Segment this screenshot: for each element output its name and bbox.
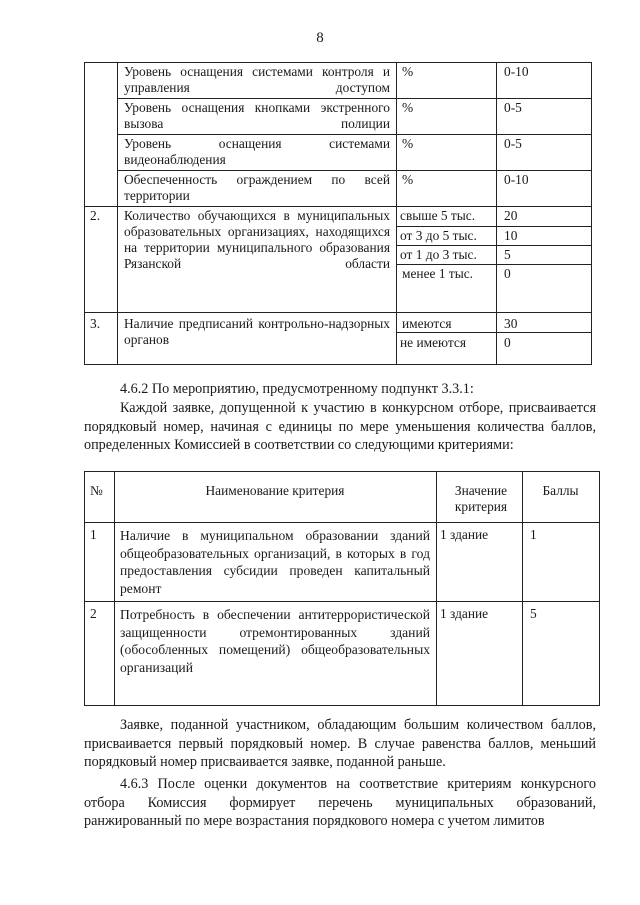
score-cell: 10 <box>504 228 518 243</box>
row-number: 1 <box>90 527 97 542</box>
criterion-value: 1 здание <box>440 606 489 621</box>
row-number: 3. <box>90 316 101 331</box>
criterion-antiterror-need: Потребность в обеспечении антитеррористической защищенности отремонтированных зданий (обособленных помещений) общеобразовательных организаций <box>120 607 430 675</box>
score-cell: 0 <box>504 266 511 281</box>
unit-cell: менее 1 тыс. <box>402 266 474 281</box>
score-cell: 0-10 <box>504 172 529 187</box>
score-cell: 0 <box>504 335 511 350</box>
criterion-video-surveillance: Уровень оснащения системами видеонаблюдения <box>124 136 390 167</box>
unit-cell: от 3 до 5 тыс. <box>400 228 477 243</box>
score-cell: 0-5 <box>504 100 522 115</box>
unit-cell: от 1 до 3 тыс. <box>400 247 477 262</box>
unit-cell: имеются <box>402 316 452 331</box>
score-cell: 5 <box>504 247 511 262</box>
unit-cell: % <box>402 64 414 79</box>
header-num: № <box>90 483 103 498</box>
header-score: Баллы <box>542 483 579 498</box>
unit-cell: свыше 5 тыс. <box>400 208 476 223</box>
criterion-prescriptions: Наличие предписаний контрольно-надзорных органов <box>124 316 390 347</box>
score-cell: 20 <box>504 208 518 223</box>
criterion-score: 5 <box>530 606 537 621</box>
ranking-rule-paragraph: Каждой заявке, допущенной к участию в конкурсном отборе, присваивается порядковый номер, начиная с единицы по мере уменьшения количества баллов, определенных Комиссией в соответствии со следующими критериями: <box>84 400 596 454</box>
score-cell: 0-5 <box>504 136 522 151</box>
score-cell: 0-10 <box>504 64 529 79</box>
criterion-panic-buttons: Уровень оснащения кнопками экстренного вызова полиции <box>124 100 390 131</box>
tie-break-paragraph: Заявке, поданной участником, обладающим большим количеством баллов, присваивается первый порядковый номер. В случае равенства баллов, меньший порядковый номер присваивается заявке, поданной раньше. <box>84 717 596 771</box>
unit-cell: % <box>402 136 414 151</box>
unit-cell: не имеются <box>400 335 466 350</box>
section-4-6-2-heading: 4.6.2 По мероприятию, предусмотренному подпункт 3.3.1: <box>120 381 474 397</box>
page-number: 8 <box>316 30 324 46</box>
criterion-access-control: Уровень оснащения системами контроля и управления доступом <box>124 64 390 95</box>
criterion-capital-repair: Наличие в муниципальном образовании зданий общеобразовательных организаций, в которых в год предоставления субсидии проведен капитальный ремонт <box>120 528 430 596</box>
unit-cell: % <box>402 172 414 187</box>
criterion-score: 1 <box>530 527 537 542</box>
score-cell: 30 <box>504 316 518 331</box>
criterion-fencing: Обеспеченность ограждением по всей территории <box>124 172 390 203</box>
unit-cell: % <box>402 100 414 115</box>
header-criterion-value: Значение критерия <box>454 483 508 514</box>
criterion-student-count: Количество обучающихся в муниципальных образовательных организациях, находящихся на территории муниципального образования Рязанской области <box>124 208 390 271</box>
row-number: 2. <box>90 208 101 223</box>
row-number: 2 <box>90 606 97 621</box>
criterion-value: 1 здание <box>440 527 489 542</box>
section-4-6-3-paragraph: 4.6.3 После оценки документов на соответствие критериям конкурсного отбора Комиссия формирует перечень муниципальных образований, ранжированный по мере возрастания порядкового номера с учетом лимитов <box>84 776 596 830</box>
header-criterion-name: Наименование критерия <box>205 483 345 498</box>
